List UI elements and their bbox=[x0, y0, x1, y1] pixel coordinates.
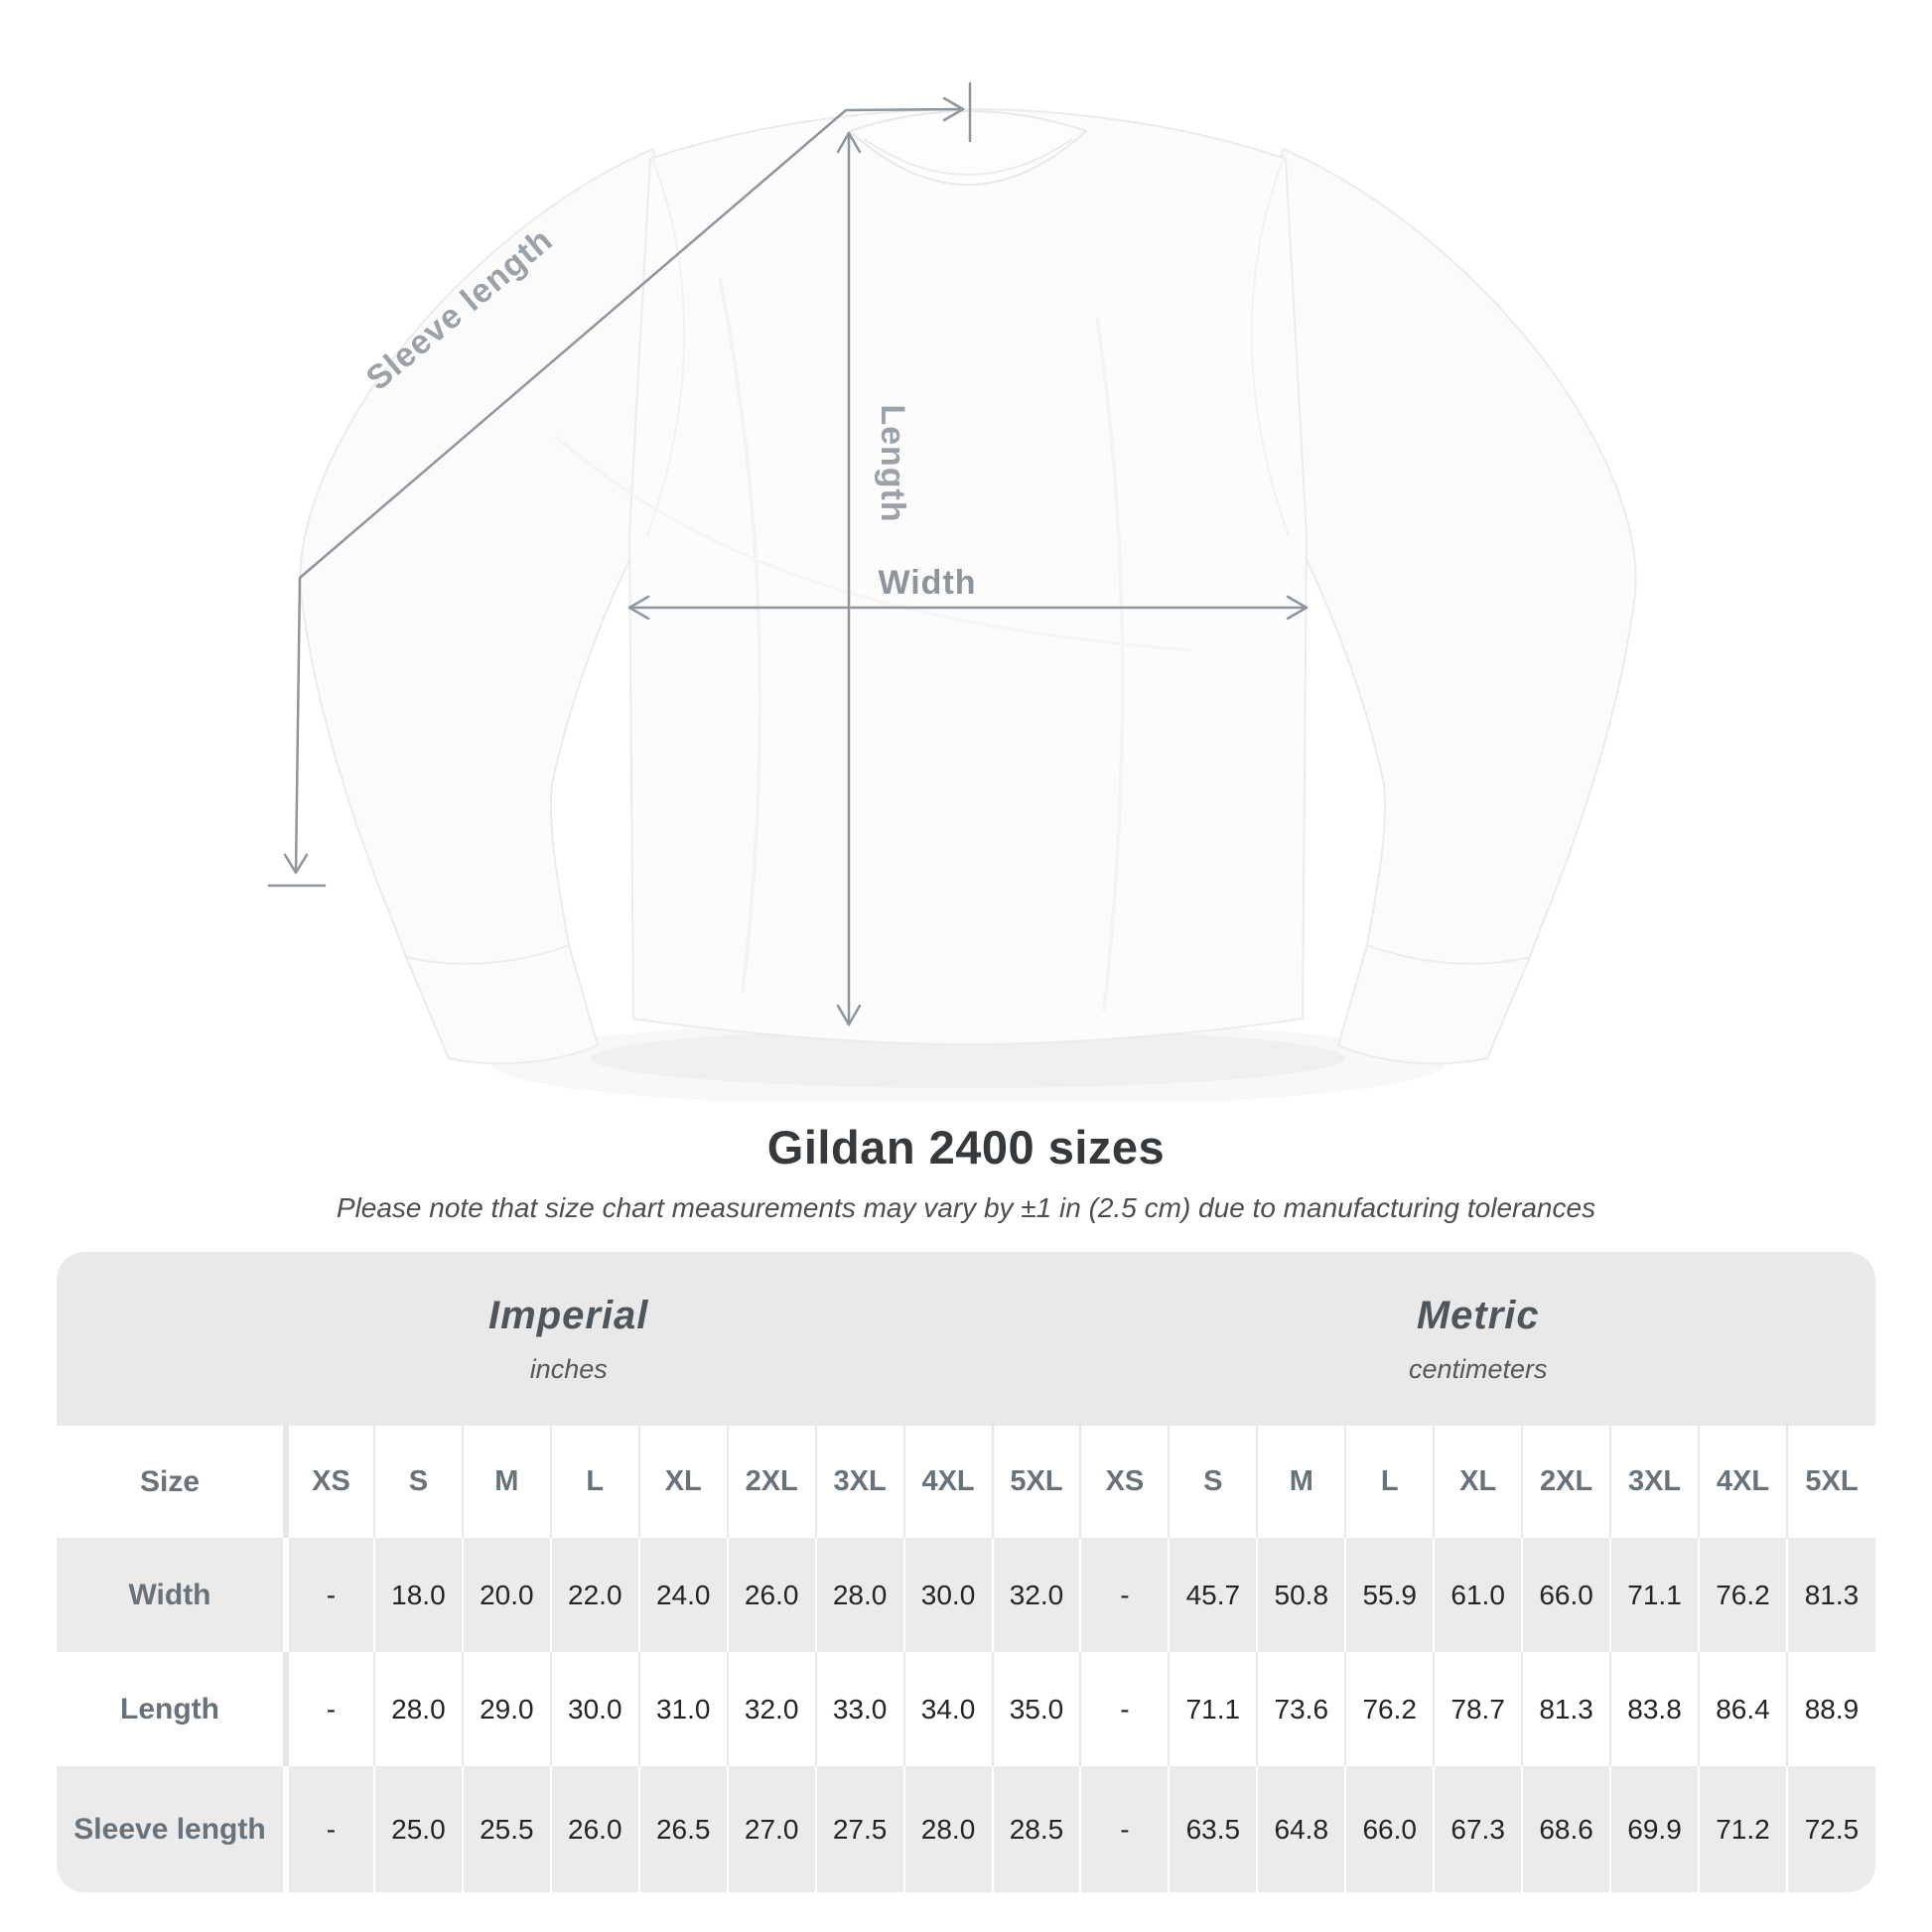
size-table-grid bbox=[57, 1252, 1875, 1892]
measure-value: 71.2 bbox=[1699, 1766, 1787, 1892]
row-label: Sleeve length bbox=[57, 1766, 286, 1892]
size-col-header: M bbox=[1257, 1426, 1345, 1538]
sleeve-length-label: Sleeve length bbox=[358, 220, 561, 398]
imperial-sublabel: inches bbox=[529, 1353, 608, 1384]
measure-value: 69.9 bbox=[1610, 1766, 1699, 1892]
size-col-header: S bbox=[374, 1426, 463, 1538]
measure-value: 20.0 bbox=[463, 1538, 551, 1652]
size-col-header: 4XL bbox=[904, 1426, 993, 1538]
size-col-header: XL bbox=[639, 1426, 728, 1538]
measure-value: - bbox=[1080, 1538, 1169, 1652]
size-table bbox=[57, 1252, 1875, 1892]
size-col-header: 2XL bbox=[728, 1426, 816, 1538]
width-label: Width bbox=[878, 564, 977, 602]
metric-band-cell bbox=[1080, 1252, 1875, 1426]
measure-value: 68.6 bbox=[1522, 1766, 1610, 1892]
measure-value: 32.0 bbox=[728, 1652, 816, 1766]
size-col-header: 3XL bbox=[816, 1426, 904, 1538]
metric-label: Metric bbox=[1416, 1293, 1540, 1337]
row-label: Length bbox=[57, 1652, 286, 1766]
measure-value: - bbox=[1080, 1766, 1169, 1892]
measure-value: 45.7 bbox=[1169, 1538, 1257, 1652]
measure-value: 30.0 bbox=[551, 1652, 639, 1766]
measure-value: 35.0 bbox=[993, 1652, 1081, 1766]
measure-value: 34.0 bbox=[904, 1652, 993, 1766]
imperial-label: Imperial bbox=[488, 1293, 649, 1337]
metric-sublabel: centimeters bbox=[1408, 1353, 1548, 1384]
measure-value: 71.1 bbox=[1610, 1538, 1699, 1652]
measure-value: 26.5 bbox=[639, 1766, 728, 1892]
size-col-header: 2XL bbox=[1522, 1426, 1610, 1538]
size-col-header: XS bbox=[286, 1426, 374, 1538]
size-col-header: 3XL bbox=[1610, 1426, 1699, 1538]
size-col-header: L bbox=[551, 1426, 639, 1538]
measure-value: 63.5 bbox=[1169, 1766, 1257, 1892]
measure-value: 26.0 bbox=[551, 1766, 639, 1892]
measure-value: 33.0 bbox=[816, 1652, 904, 1766]
measure-row bbox=[57, 1766, 1875, 1892]
measure-value: 71.1 bbox=[1169, 1652, 1257, 1766]
measure-value: 25.0 bbox=[374, 1766, 463, 1892]
page-title: Gildan 2400 sizes bbox=[766, 1121, 1166, 1173]
measure-value: 28.5 bbox=[993, 1766, 1081, 1892]
measure-value: 66.0 bbox=[1522, 1538, 1610, 1652]
measure-value: 22.0 bbox=[551, 1538, 639, 1652]
measure-value: 27.0 bbox=[728, 1766, 816, 1892]
measure-value: 50.8 bbox=[1257, 1538, 1345, 1652]
measure-value: 76.2 bbox=[1345, 1652, 1434, 1766]
measure-value: 25.5 bbox=[463, 1766, 551, 1892]
tolerance-note: Please note that size chart measurements may vary by ±1 in (2.5 cm) due to manufacturing tolerances bbox=[336, 1192, 1596, 1223]
imperial-band-cell bbox=[57, 1252, 1080, 1426]
measure-value: - bbox=[286, 1538, 374, 1652]
measure-value: 27.5 bbox=[816, 1766, 904, 1892]
measure-value: 32.0 bbox=[993, 1538, 1081, 1652]
measure-value: 61.0 bbox=[1434, 1538, 1522, 1652]
size-col-header: XS bbox=[1080, 1426, 1169, 1538]
measure-value: 28.0 bbox=[816, 1538, 904, 1652]
row-label: Width bbox=[57, 1538, 286, 1652]
measure-value: 81.3 bbox=[1522, 1652, 1610, 1766]
size-col-header: 5XL bbox=[1787, 1426, 1875, 1538]
measure-value: 76.2 bbox=[1699, 1538, 1787, 1652]
size-header-cell: Size bbox=[57, 1426, 286, 1538]
measure-value: 55.9 bbox=[1345, 1538, 1434, 1652]
measure-value: 88.9 bbox=[1787, 1652, 1875, 1766]
measure-value: 66.0 bbox=[1345, 1766, 1434, 1892]
measure-value: 31.0 bbox=[639, 1652, 728, 1766]
size-col-header: M bbox=[463, 1426, 551, 1538]
measure-value: 28.0 bbox=[374, 1652, 463, 1766]
measure-value: 73.6 bbox=[1257, 1652, 1345, 1766]
measure-value: 30.0 bbox=[904, 1538, 993, 1652]
measure-value: - bbox=[1080, 1652, 1169, 1766]
size-col-header: XL bbox=[1434, 1426, 1522, 1538]
size-header-row bbox=[57, 1426, 1875, 1538]
size-col-header: S bbox=[1169, 1426, 1257, 1538]
measure-value: 67.3 bbox=[1434, 1766, 1522, 1892]
measure-value: 29.0 bbox=[463, 1652, 551, 1766]
measure-value: 28.0 bbox=[904, 1766, 993, 1892]
measure-value: 78.7 bbox=[1434, 1652, 1522, 1766]
size-col-header: L bbox=[1345, 1426, 1434, 1538]
measure-row bbox=[57, 1652, 1875, 1766]
measure-value: 86.4 bbox=[1699, 1652, 1787, 1766]
measure-value: 24.0 bbox=[639, 1538, 728, 1652]
measure-value: - bbox=[286, 1652, 374, 1766]
measure-value: 83.8 bbox=[1610, 1652, 1699, 1766]
size-col-header: 5XL bbox=[993, 1426, 1081, 1538]
length-label: Length bbox=[874, 404, 911, 523]
unit-band-row bbox=[57, 1252, 1875, 1426]
measure-value: 81.3 bbox=[1787, 1538, 1875, 1652]
measure-value: - bbox=[286, 1766, 374, 1892]
size-col-header: 4XL bbox=[1699, 1426, 1787, 1538]
measure-value: 18.0 bbox=[374, 1538, 463, 1652]
measure-rows bbox=[57, 1538, 1875, 1892]
measure-row bbox=[57, 1538, 1875, 1652]
measure-value: 72.5 bbox=[1787, 1766, 1875, 1892]
shirt-right-sleeve bbox=[1278, 149, 1635, 1063]
measure-value: 26.0 bbox=[728, 1538, 816, 1652]
measure-value: 64.8 bbox=[1257, 1766, 1345, 1892]
